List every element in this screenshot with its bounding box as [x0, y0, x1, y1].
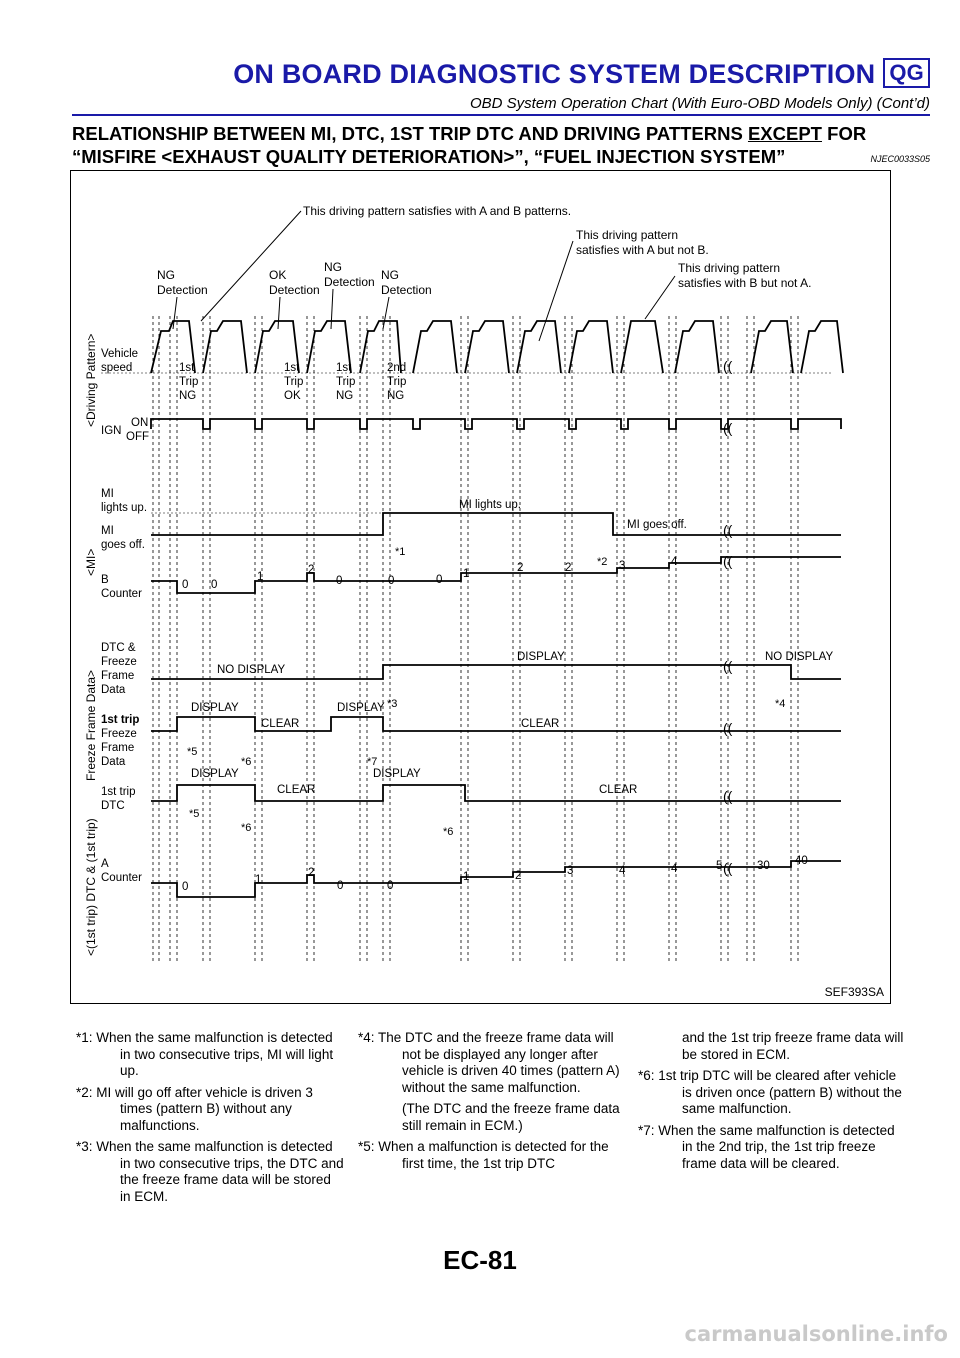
mark-5: *5 — [187, 746, 198, 758]
break-mark: (( — [723, 358, 733, 374]
ftf-clear-2: CLEAR — [521, 718, 560, 730]
note-5b: and the 1st trip freeze frame data will be stored in ECM. — [682, 1030, 904, 1062]
ftf-clear: CLEAR — [261, 718, 300, 730]
first-trip-freeze-label — [101, 714, 139, 768]
a-val: 1 — [255, 874, 262, 886]
page-number: EC-81 — [443, 1245, 517, 1275]
timing-diagram — [70, 170, 891, 1004]
label-mi-2: MI — [101, 525, 114, 537]
note-4: *4: The DTC and the freeze frame data will not be displayed any longer after vehicle is driven 40 times (pattern A) without the same malfunction. — [358, 1030, 620, 1095]
detection-2-l1: OK — [269, 268, 287, 282]
label-b-counter: Counter — [101, 588, 142, 600]
b-val: 2 — [517, 562, 524, 574]
callout-ab: This driving pattern satisfies with A and B patterns. — [303, 204, 572, 218]
mark-7: *7 — [367, 756, 378, 768]
callout-b-not-a-leader — [645, 276, 675, 319]
callout-b-not-a-2: satisfies with B but not A. — [678, 276, 812, 290]
header-subtitle: OBD System Operation Chart (With Euro-OBD Models Only) (Cont’d) — [470, 95, 930, 112]
page-header-title — [0, 58, 930, 90]
note-1: *1: When the same malfunction is detected in two consecutive trips, MI will light up. — [76, 1030, 334, 1078]
label-vehicle: Vehicle — [101, 348, 139, 360]
b-val: 1 — [257, 571, 264, 583]
b-val: 1 — [463, 568, 470, 580]
timing-diagram-svg — [71, 171, 891, 1004]
trip-4-l1: 2nd — [387, 362, 407, 374]
break-mark: (( — [723, 420, 733, 436]
trip-3-l2: Trip — [336, 376, 356, 388]
label-b: B — [101, 574, 109, 586]
mark-1: *1 — [395, 546, 406, 558]
a-val: 4 — [619, 865, 626, 877]
group-mi: <MI> — [84, 548, 98, 576]
a-counter-values — [182, 855, 808, 893]
trip-2-l1: 1st — [284, 362, 300, 374]
dashed-guides — [153, 316, 798, 961]
section-code: NJEC0033S05 — [870, 154, 930, 164]
trip-3-l3: NG — [336, 390, 354, 402]
dtc-no-display: NO DISPLAY — [217, 664, 286, 676]
dtc-clear-label: CLEAR — [277, 784, 316, 796]
label-a-counter: Counter — [101, 872, 142, 884]
watermark: carmanualsonline.info — [684, 1322, 948, 1346]
ign-trace — [151, 419, 841, 429]
mi-lights-up-text: MI lights up. — [459, 499, 521, 511]
dtc-clear-label-2: CLEAR — [599, 784, 638, 796]
detection-3-l2: Detection — [324, 275, 375, 289]
detection-1-l2: Detection — [157, 283, 208, 297]
note-5: *5: When a malfunction is detected for the first time, the 1st trip DTC — [358, 1139, 609, 1171]
ftf-l4: Data — [101, 756, 126, 768]
section-title-part2: FOR “MISFIRE <EXHAUST QUALITY DETERIORATION>”, “FUEL INJECTION SYSTEM” — [72, 123, 867, 167]
detection-2-l2: Detection — [269, 283, 320, 297]
note-2: *2: MI will go off after vehicle is driven 3 times (pattern B) without any malfunctions. — [76, 1084, 313, 1133]
first-trip-dtc-trace — [151, 785, 841, 801]
dtc-display-label-2: DISPLAY — [373, 768, 421, 780]
b-val: 4 — [671, 556, 678, 568]
trip-labels — [179, 362, 406, 402]
callout-ab-leader — [201, 211, 301, 321]
break-mark: (( — [723, 553, 733, 569]
ftf-l1: 1st trip — [101, 714, 140, 726]
detection-labels — [157, 260, 432, 297]
break-mark: (( — [723, 720, 733, 736]
label-a: A — [101, 858, 109, 870]
detection-4-l1: NG — [381, 268, 399, 282]
a-val: 3 — [567, 865, 574, 877]
a-val: 4 — [671, 863, 678, 875]
trip-1-l2: Trip — [179, 376, 199, 388]
trip-2-l2: Trip — [284, 376, 304, 388]
a-val: 5 — [716, 860, 723, 872]
notes-column-2 — [358, 1030, 624, 1177]
dtc-display-label: DISPLAY — [191, 768, 239, 780]
dtc-no-display-2: NO DISPLAY — [765, 651, 834, 663]
b-val: 0 — [211, 579, 218, 591]
label-ign: IGN — [101, 425, 122, 437]
notes-column-3 — [638, 1030, 908, 1177]
header-rule — [72, 114, 930, 116]
label-ign-on: ON — [131, 417, 149, 429]
section-title — [72, 122, 902, 168]
break-mark: (( — [723, 522, 733, 538]
section-title-except: EXCEPT — [747, 123, 822, 144]
a-val: 0 — [337, 880, 344, 892]
b-val: 0 — [336, 575, 343, 587]
mark-6c: *6 — [443, 826, 454, 838]
trip-4-l3: NG — [387, 390, 405, 402]
mark-5b: *5 — [189, 808, 200, 820]
group-freeze: Freeze Frame Data> — [84, 669, 98, 781]
dtc-freeze-l4: Data — [101, 684, 126, 696]
trip-3-l1: 1st — [336, 362, 352, 374]
note-4b: (The DTC and the freeze frame data still remain in ECM.) — [402, 1101, 620, 1133]
ftf-l2: Freeze — [101, 728, 137, 740]
a-val: 0 — [387, 880, 394, 892]
dtc-display: DISPLAY — [517, 651, 565, 663]
a-val: 0 — [182, 881, 189, 893]
mark-2: *2 — [597, 556, 608, 568]
group-dtc: <(1st trip) DTC & (1st trip) — [84, 818, 98, 956]
ftf-display-2: DISPLAY — [337, 702, 385, 714]
detection-4-l2: Detection — [381, 283, 432, 297]
callout-b-not-a-1: This driving pattern — [678, 261, 781, 275]
section-title-part1: RELATIONSHIP BETWEEN MI, DTC, 1ST TRIP DTC AND DRIVING PATTERNS — [72, 123, 748, 144]
note-7: *7: When the same malfunction is detected in the 2nd trip, the 1st trip freeze frame data will be cleared. — [638, 1122, 895, 1171]
header-title-text: ON BOARD DIAGNOSTIC SYSTEM DESCRIPTION — [233, 59, 876, 89]
mark-6b: *6 — [241, 822, 252, 834]
mi-trace — [151, 513, 841, 535]
a-val: 30 — [757, 860, 770, 872]
b-val: 2 — [565, 562, 572, 574]
mark-3: *3 — [387, 698, 398, 710]
break-mark: (( — [723, 788, 733, 804]
dtc-freeze-label — [101, 642, 137, 696]
first-trip-freeze-trace — [151, 717, 841, 731]
label-first-trip-dtc-1: 1st trip — [101, 786, 136, 798]
b-counter-trace — [151, 557, 841, 593]
trip-1-l1: 1st — [179, 362, 195, 374]
mi-goes-off-text: MI goes off. — [627, 519, 687, 531]
section-badge: QG — [883, 58, 930, 88]
notes-column-1 — [76, 1030, 344, 1210]
label-mi-goes-off: goes off. — [101, 539, 145, 551]
callout-a-not-b-2: satisfies with A but not B. — [576, 243, 709, 257]
trip-1-l3: NG — [179, 390, 197, 402]
label-first-trip-dtc-2: DTC — [101, 800, 125, 812]
break-mark: (( — [723, 860, 733, 876]
b-val: 0 — [388, 575, 395, 587]
label-ign-off: OFF — [126, 431, 149, 443]
group-driving-pattern: <Driving Pattern> — [84, 333, 98, 427]
a-val: 1 — [463, 871, 470, 883]
note-3: *3: When the same malfunction is detected in two consecutive trips, the DTC and the freeze frame data will be stored in ECM. — [76, 1139, 344, 1204]
dtc-freeze-l1: DTC & — [101, 642, 136, 654]
mark-6: *6 — [241, 756, 252, 768]
a-val: 2 — [308, 867, 315, 879]
ftf-display: DISPLAY — [191, 702, 239, 714]
b-val: 0 — [182, 579, 189, 591]
a-val: 40 — [795, 855, 808, 867]
trip-4-l2: Trip — [387, 376, 407, 388]
label-mi-lights-up: lights up. — [101, 502, 148, 514]
label-speed: speed — [101, 362, 133, 374]
label-mi-1: MI — [101, 488, 114, 500]
detection-1-l1: NG — [157, 268, 175, 282]
b-val: 2 — [308, 564, 315, 576]
b-val: 0 — [436, 574, 443, 586]
figure-id: SEF393SA — [824, 985, 884, 999]
dtc-freeze-l2: Freeze — [101, 656, 137, 668]
a-val: 2 — [515, 870, 522, 882]
ftf-l3: Frame — [101, 742, 135, 754]
b-val: 3 — [619, 560, 626, 572]
callout-a-not-b-1: This driving pattern — [576, 228, 679, 242]
trip-2-l3: OK — [284, 390, 301, 402]
dtc-freeze-l3: Frame — [101, 670, 135, 682]
mark-4: *4 — [775, 698, 786, 710]
detection-3-l1: NG — [324, 260, 342, 274]
note-6: *6: 1st trip DTC will be cleared after vehicle is driven once (pattern B) without the same malfunction. — [638, 1068, 902, 1116]
break-mark: (( — [723, 658, 733, 674]
